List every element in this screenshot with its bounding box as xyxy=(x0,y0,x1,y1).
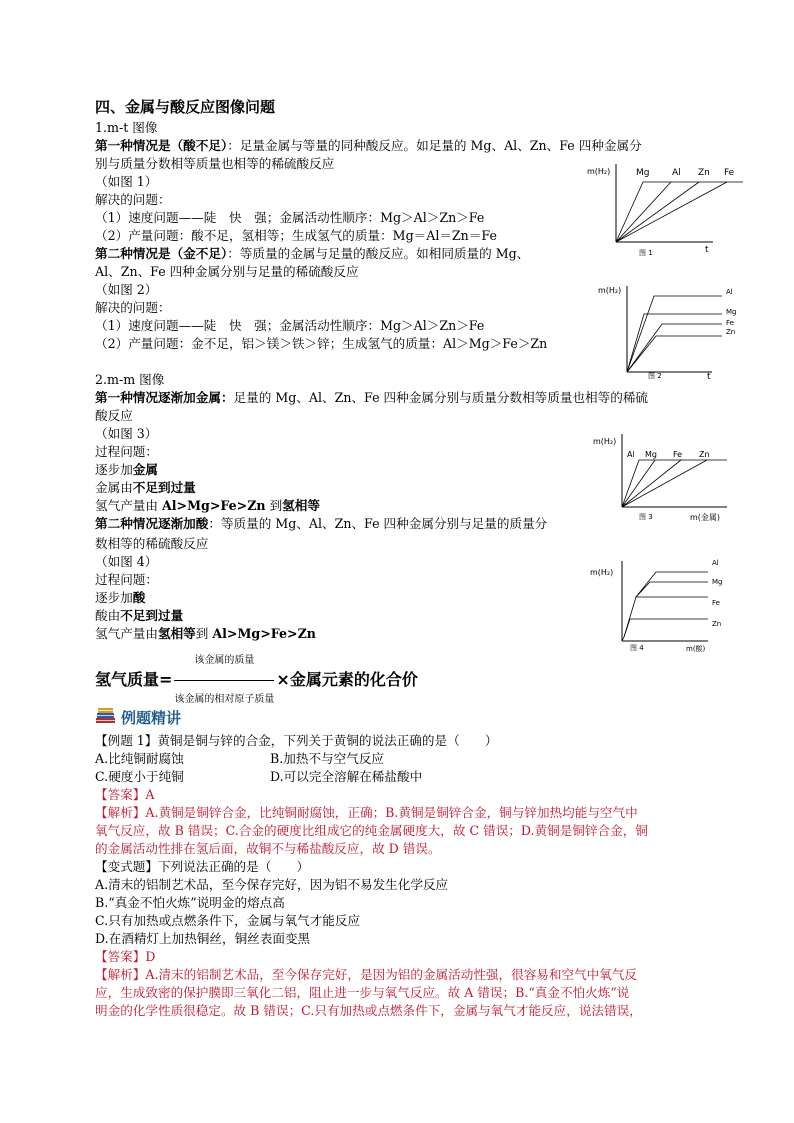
process1-step-c xyxy=(95,497,320,515)
process1-b-bold: 不足到过量 xyxy=(132,480,196,495)
variant-text: 下列说法正确的是（ ） xyxy=(157,859,310,874)
fig4-label-mg: Mg xyxy=(712,578,723,586)
fig1-series-zn xyxy=(616,182,699,242)
fig1-label-zn: Zn xyxy=(698,168,710,178)
fig2-xlabel: t xyxy=(707,372,711,382)
variant-answer-value: D xyxy=(145,949,156,964)
variant-answer-label: 【答案】 xyxy=(95,949,146,964)
process2-c-mid: 到 xyxy=(195,626,213,641)
fig4-ylabel: m(H₂) xyxy=(590,568,614,577)
process1-a-text: 逐步加 xyxy=(95,462,133,477)
case2-title: 第二种情况是（金不足） xyxy=(95,246,228,261)
fig1-label-mg: Mg xyxy=(636,168,650,178)
formula-left: 氢气质量= xyxy=(95,670,173,689)
example1-option-b: B.加热不与空气反应 xyxy=(270,751,385,766)
fig4-caption: 图 4 xyxy=(630,644,644,652)
variant-option-c: C.只有加热或点燃条件下，金属与氧气才能反应 xyxy=(95,913,361,928)
fig3-series-mg xyxy=(622,460,655,507)
process2-label: 过程问题： xyxy=(95,572,158,587)
fig4-ref: （如图 4） xyxy=(95,554,158,569)
process2-step-c xyxy=(95,625,316,643)
solve1-label: 解决的问题： xyxy=(95,192,171,207)
section-title: 四、金属与酸反应图像问题 xyxy=(95,98,276,116)
variant-option-a: A.清末的铝制艺术品，至今保存完好，因为铝不易发生化学反应 xyxy=(95,877,449,892)
fig1-xlabel: t xyxy=(705,245,709,255)
fig2-ref: （如图 2） xyxy=(95,282,158,297)
example1-question xyxy=(95,732,497,750)
fig4-series-zn xyxy=(624,619,708,637)
process2-b-bold: 不足到过量 xyxy=(120,608,184,623)
case3-desc-2: 酸反应 xyxy=(95,408,133,423)
variant-analysis-2: 应，生成致密的保护膜即三氧化二铝，阻止进一步与氧气反应。故 A 错误；B.“真金不怕火炼”说 xyxy=(95,985,630,1000)
fig3-label-mg: Mg xyxy=(645,450,657,459)
case1-desc: ：足量金属与等量的同种酸反应。如足量的 Mg、Al、Zn、Fe 四种金属分 xyxy=(227,138,642,153)
process2-c-bold: 氢相等 xyxy=(157,626,196,641)
fig3-series-zn xyxy=(622,460,707,507)
solve2-label: 解决的问题： xyxy=(95,300,171,315)
variant-question xyxy=(95,858,309,876)
solve1-speed: （1）速度问题——陡 快 强；金属活动性顺序：Mg＞Al＞Zn＞Fe xyxy=(95,210,485,225)
example1-option-c: C.硬度小于纯铜 xyxy=(95,769,184,784)
process1-c-bold: Al>Mg>Fe>Zn xyxy=(161,498,266,513)
fig4-label-al: Al xyxy=(712,559,719,567)
process2-c-text: 氢气产量由 xyxy=(95,626,158,641)
variant-analysis xyxy=(95,966,637,984)
fig3-series-al xyxy=(622,460,727,507)
fig1-label-al: Al xyxy=(672,168,681,178)
fig1-label-fe: Fe xyxy=(724,168,735,178)
variant-analysis-1: A.清末的铝制艺术品，至今保存完好，是因为铝的金属活动性强，很容易和空气中氧气反 xyxy=(145,967,638,982)
formula-denominator: 该金属的相对原子质量 xyxy=(174,694,275,705)
variant-analysis-3: 明金的化学性质很稳定。故 B 错误；C.只有加热或点燃条件下，金属与氧气才能反应，说法错误， xyxy=(95,1003,642,1018)
example1-analysis-2: 氧气反应，故 B 错误；C.合金的硬度比组成它的纯金属硬度大，故 C 错误；D.黄铜是铜锌合金，铜 xyxy=(95,823,648,838)
solve1-yield: （2）产量问题：酸不足，氢相等；生成氢气的质量：Mg＝Al＝Zn＝Fe xyxy=(95,228,497,243)
solve2-yield: （2）产量问题：金不足，铝＞镁＞铁＞锌；生成氢气的质量：Al＞Mg＞Fe＞Zn xyxy=(95,336,548,351)
case1-title: 第一种情况是（酸不足） xyxy=(95,138,228,153)
fig2-label-mg: Mg xyxy=(726,308,737,316)
variant-analysis-label: 【解析】 xyxy=(95,967,146,982)
figure-1 xyxy=(587,160,747,260)
fig1-caption: 图 1 xyxy=(639,249,653,257)
fig2-caption: 图 2 xyxy=(648,372,662,380)
case3-line xyxy=(95,389,648,407)
example1-analysis-label: 【解析】 xyxy=(95,805,146,820)
fig3-label-fe: Fe xyxy=(673,450,683,459)
fig3-ref: （如图 3） xyxy=(95,426,158,441)
case4-line xyxy=(95,515,547,533)
example1-text: 黄铜是铜与锌的合金，下列关于黄铜的说法正确的是（ ） xyxy=(157,733,498,748)
example1-option-d: D.可以完全溶解在稀盐酸中 xyxy=(270,769,423,784)
case4-title: 第二种情况逐渐加酸 xyxy=(95,516,209,531)
mm-heading: 2.m-m 图像 xyxy=(95,372,165,387)
process1-c-bold2: 氢相等 xyxy=(282,498,320,513)
process2-a-bold: 酸 xyxy=(132,590,146,605)
fig2-label-zn: Zn xyxy=(726,328,736,336)
fig1-series-fe xyxy=(616,182,727,242)
process1-a-bold: 金属 xyxy=(132,462,158,477)
process2-a-text: 逐步加 xyxy=(95,590,133,605)
fig1-ref: （如图 1） xyxy=(95,174,158,189)
examples-heading-row xyxy=(95,707,181,732)
variant-label: 【变式题】 xyxy=(95,859,158,874)
fig1-series-al xyxy=(616,182,671,242)
fig4-xlabel: m(酸) xyxy=(686,645,706,653)
case4-desc: ：等质量的 Mg、Al、Zn、Fe 四种金属分别与足量的质量分 xyxy=(208,516,548,531)
solve2-speed: （1）速度问题——陡 快 强；金属活动性顺序：Mg＞Al＞Zn＞Fe xyxy=(95,318,485,333)
fig3-ylabel: m(H₂) xyxy=(593,437,617,446)
fig3-caption: 图 3 xyxy=(639,513,653,521)
case2-line xyxy=(95,245,529,263)
process1-c-mid: 到 xyxy=(265,498,283,513)
examples-heading: 例题精讲 xyxy=(121,709,182,727)
example1-answer-label: 【答案】 xyxy=(95,787,146,802)
fig3-label-al: Al xyxy=(627,450,635,459)
case3-desc: 足量的 Mg、Al、Zn、Fe 四种金属分别与质量分数相等质量也相等的稀硫 xyxy=(233,390,649,405)
case2-desc-2: Al、Zn、Fe 四种金属分别与足量的稀硫酸反应 xyxy=(95,264,359,279)
formula-numerator: 该金属的质量 xyxy=(174,643,274,681)
process2-c-bold2: Al>Mg>Fe>Zn xyxy=(212,626,316,641)
fig2-series-al xyxy=(627,296,722,372)
formula-fraction xyxy=(174,643,274,718)
example1-analysis xyxy=(95,804,638,822)
formula-right: ×金属元素的化合价 xyxy=(276,670,418,689)
example1-label: 【例题 1】 xyxy=(95,733,158,748)
example1-answer xyxy=(95,786,154,804)
variant-answer xyxy=(95,948,155,966)
fig1-series-mg xyxy=(616,182,743,242)
fig4-label-zn: Zn xyxy=(712,620,722,628)
fig1-ylabel: m(H₂) xyxy=(587,167,611,176)
process2-step-b xyxy=(95,607,183,625)
fig2-label-al: Al xyxy=(726,288,733,296)
variant-option-b: B.“真金不怕火炼”说明金的熔点高 xyxy=(95,895,285,910)
figure-4 xyxy=(590,553,750,653)
figure-3 xyxy=(593,430,753,525)
process1-step-b xyxy=(95,479,196,497)
example1-analysis-1: A.黄铜是铜锌合金，比纯铜耐腐蚀，正确；B.黄铜是铜锌合金，铜与锌加热均能与空气中 xyxy=(145,805,638,820)
process2-b-text: 酸由 xyxy=(95,608,121,623)
example1-answer-value: A xyxy=(145,787,155,802)
fig2-series-mg xyxy=(627,314,722,372)
case4-desc-2: 数相等的稀硫酸反应 xyxy=(95,536,209,551)
fig2-ylabel: m(H₂) xyxy=(598,286,622,295)
example1-option-a: A.比纯铜耐腐蚀 xyxy=(95,751,184,766)
example1-analysis-3: 的金属活动性排在氢后面，故铜不与稀盐酸反应，故 D 错误。 xyxy=(95,841,441,856)
case1-desc-2: 别与质量分数相等质量也相等的稀硫酸反应 xyxy=(95,156,335,171)
fig4-label-fe: Fe xyxy=(712,599,720,607)
process1-c-text: 氢气产量由 xyxy=(95,498,162,513)
fig2-series-zn xyxy=(627,336,722,372)
process1-b-text: 金属由 xyxy=(95,480,133,495)
fig2-label-fe: Fe xyxy=(726,319,734,327)
mt-heading: 1.m-t 图像 xyxy=(95,120,158,135)
case3-title: 第一种情况逐渐加金属： xyxy=(95,390,234,405)
process1-label: 过程问题： xyxy=(95,444,158,459)
case1-line xyxy=(95,137,642,155)
case2-desc: ：等质量的金属与足量的酸反应。如相同质量的 Mg、 xyxy=(227,246,530,261)
fig3-label-zn: Zn xyxy=(699,450,710,459)
fig3-xlabel: m(金属) xyxy=(690,513,721,522)
process2-step-a xyxy=(95,589,145,607)
figure-2 xyxy=(598,280,748,382)
process1-step-a xyxy=(95,461,158,479)
fig4-series-mg xyxy=(636,582,708,597)
variant-option-d: D.在酒精灯上加热铜丝，铜丝表面变黑 xyxy=(95,931,311,946)
books-icon xyxy=(95,707,117,732)
